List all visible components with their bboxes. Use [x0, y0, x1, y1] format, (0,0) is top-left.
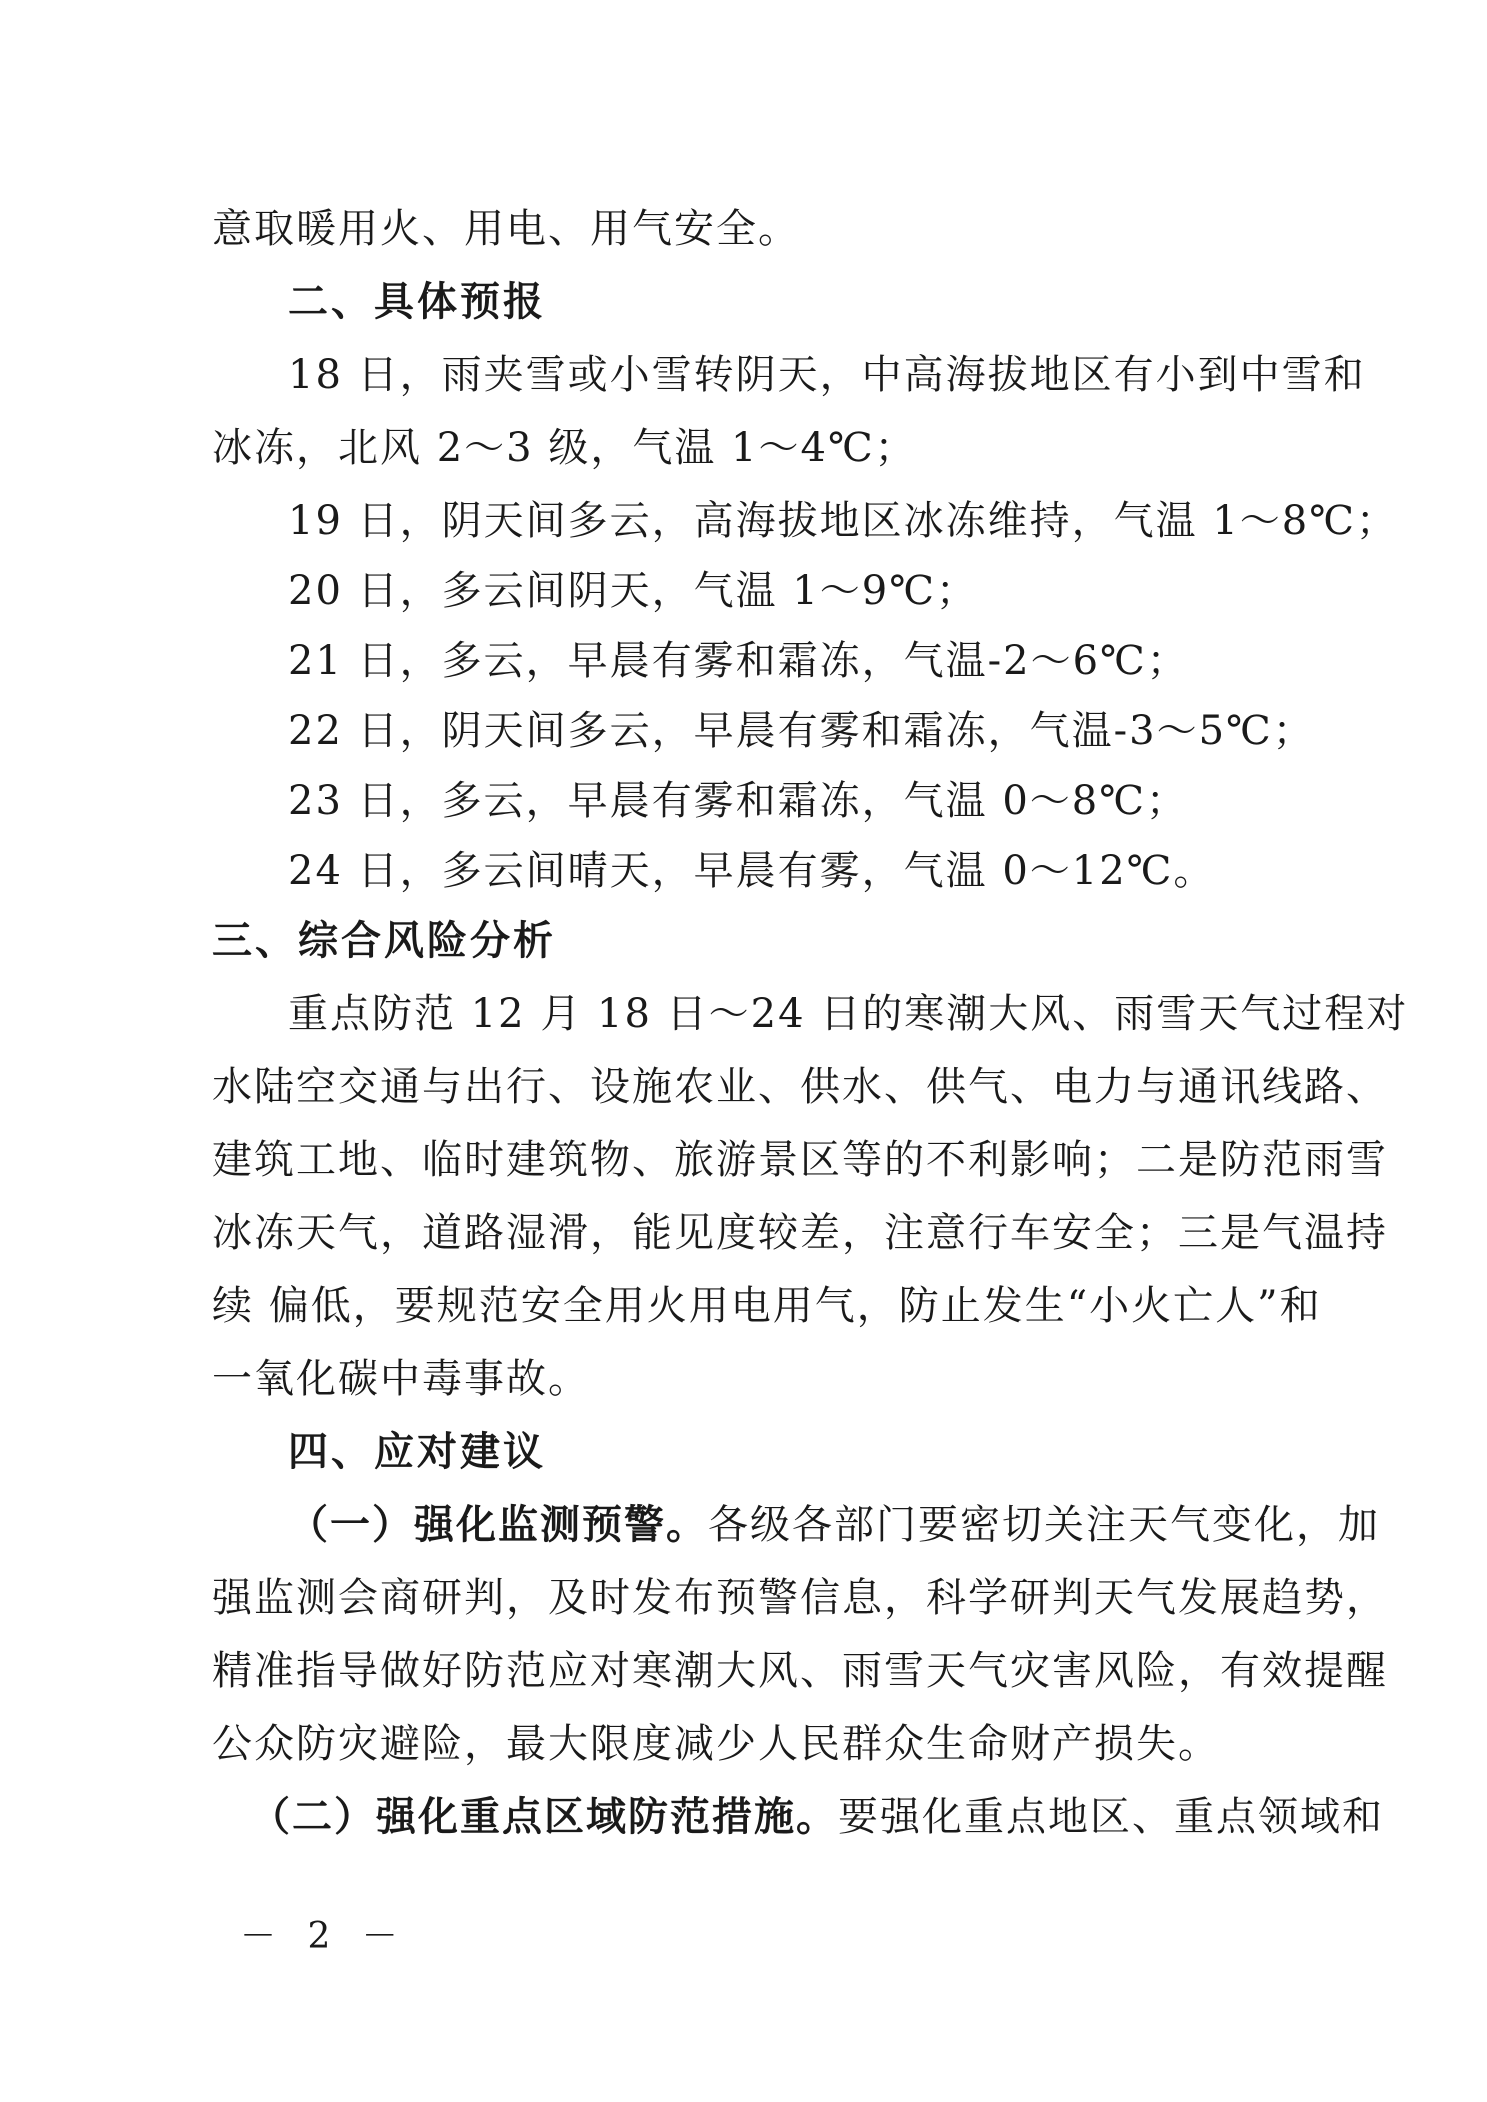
- risk-line: 一氧化碳中毒事故。: [212, 1356, 590, 1402]
- suggestion-2-text: 要强化重点地区、重点领域和: [838, 1794, 1384, 1840]
- suggestion-1-title: （一）强化监测预警。: [288, 1501, 708, 1548]
- section-heading-forecast: 二、具体预报: [288, 279, 546, 325]
- suggestion-line: 强监测会商研判，及时发布预警信息，科学研判天气发展趋势，: [212, 1575, 1388, 1621]
- suggestion-line: 精准指导做好防范应对寒潮大风、雨雪天气灾害风险，有效提醒: [212, 1648, 1388, 1694]
- forecast-line: 22 日，阴天间多云，早晨有雾和霜冻，气温-3～5℃；: [288, 708, 1315, 754]
- risk-line: 水陆空交通与出行、设施农业、供水、供气、电力与通讯线路、: [212, 1064, 1388, 1110]
- suggestion-1-first-line: [288, 1501, 1380, 1549]
- suggestion-2-title: （二）强化重点区域防范措施。: [250, 1793, 838, 1840]
- suggestion-line: 公众防灾避险，最大限度减少人民群众生命财产损失。: [212, 1721, 1220, 1767]
- risk-line: 建筑工地、临时建筑物、旅游景区等的不利影响；二是防范雨雪: [212, 1137, 1388, 1183]
- risk-line: 续 偏低，要规范安全用火用电用气，防止发生“小火亡人”和: [212, 1283, 1322, 1329]
- section-heading-risk: 三、综合风险分析: [212, 918, 556, 964]
- risk-line: 重点防范 12 月 18 日～24 日的寒潮大风、雨雪天气过程对: [288, 991, 1409, 1037]
- forecast-line: 18 日，雨夹雪或小雪转阴天，中高海拔地区有小到中雪和: [288, 352, 1366, 398]
- suggestion-2-first-line: [250, 1793, 1384, 1841]
- page-number: － 2 －: [240, 1916, 408, 1957]
- forecast-line: 21 日，多云，早晨有雾和霜冻，气温-2～6℃；: [288, 638, 1189, 684]
- forecast-line: 23 日，多云，早晨有雾和霜冻，气温 0～8℃；: [288, 778, 1188, 824]
- risk-line: 冰冻天气，道路湿滑，能见度较差，注意行车安全；三是气温持: [212, 1210, 1388, 1256]
- section-heading-suggestions: 四、应对建议: [288, 1429, 546, 1475]
- forecast-line: 20 日，多云间阴天，气温 1～9℃；: [288, 568, 978, 614]
- forecast-line: 冰冻，北风 2～3 级，气温 1～4℃；: [212, 425, 917, 471]
- paragraph-line: 意取暖用火、用电、用气安全。: [212, 206, 800, 252]
- forecast-line: 24 日，多云间晴天，早晨有雾，气温 0～12℃。: [288, 848, 1216, 894]
- suggestion-1-text: 各级各部门要密切关注天气变化，加: [708, 1502, 1380, 1548]
- forecast-line: 19 日，阴天间多云，高海拔地区冰冻维持，气温 1～8℃；: [288, 498, 1398, 544]
